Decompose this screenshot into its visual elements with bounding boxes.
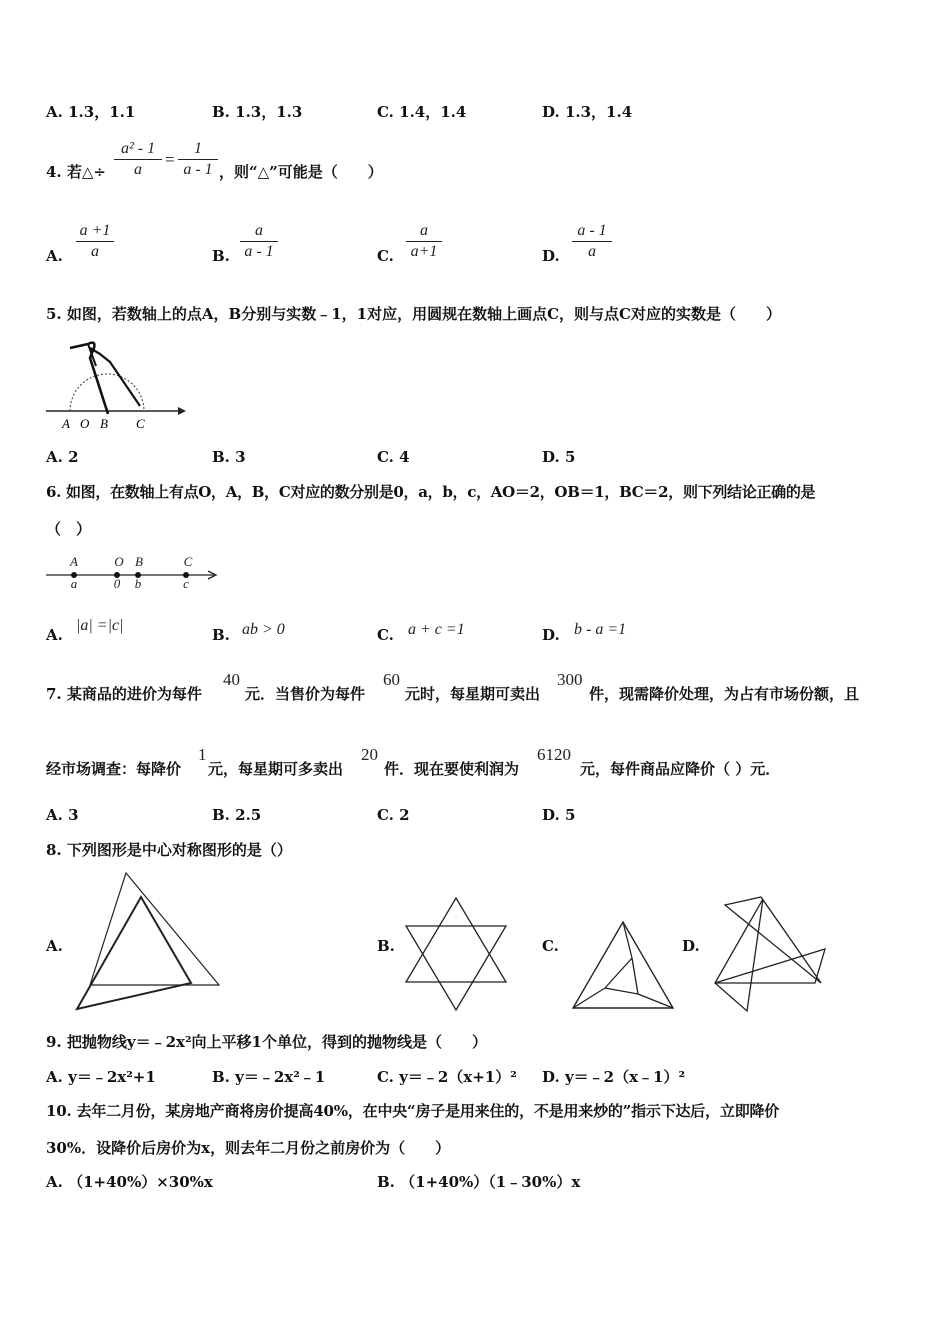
q6-label-o: O xyxy=(114,554,124,569)
q3-option-c[interactable]: C. 1.4，1.4 xyxy=(377,103,467,121)
q4-option-c-letter[interactable]: C. xyxy=(377,247,394,265)
q6-option-d-letter[interactable]: D. xyxy=(542,626,560,644)
q6-label-b: B xyxy=(135,554,143,569)
q10-question-line2: 30%．设降价后房价为x，则去年二月份之前房价为（ ） xyxy=(46,1139,451,1157)
q3-option-d[interactable]: D. 1.3，1.4 xyxy=(542,103,633,121)
q9-question-text: 9. 把抛物线y＝﹣2x²向上平移1个单位，得到的抛物线是（ ） xyxy=(46,1033,487,1051)
q8-option-b-figure[interactable] xyxy=(402,895,510,1013)
q5-option-c[interactable]: C. 4 xyxy=(377,448,410,466)
q8-option-a-letter[interactable]: A. xyxy=(46,937,63,955)
q4-option-a-letter[interactable]: A. xyxy=(46,247,63,265)
q6-question-line2: （ ） xyxy=(46,520,92,538)
q6-value-c: c xyxy=(183,576,189,591)
q7-text-part1: 7. 某商品的进价为每件 xyxy=(46,685,202,703)
q6-option-a-letter[interactable]: A. xyxy=(46,626,63,644)
q6-option-b-expr[interactable]: ab > 0 xyxy=(242,621,285,638)
q6-value-a: a xyxy=(70,576,78,591)
q4-option-d-fraction[interactable]: $\frac{a - 1}{a}$ xyxy=(572,221,612,262)
q6-label-c: C xyxy=(183,554,193,569)
q7-text-part7: 件．现在要使利润为 xyxy=(384,760,520,778)
q4-option-d-letter[interactable]: D. xyxy=(542,247,560,265)
q4-prefix: 4. 若△÷ xyxy=(46,163,106,181)
q7-text-part5: 经市场调查：每降价 xyxy=(46,760,182,778)
q6-value-0: 0 xyxy=(113,576,121,591)
q5-question-text: 5. 如图，若数轴上的点A，B分别与实数﹣1，1对应，用圆规在数轴上画点C，则与点C对应的实数是（ ） xyxy=(46,305,781,323)
q7-option-d[interactable]: D. 5 xyxy=(542,806,576,824)
q7-text-part3: 元时，每星期可卖出 xyxy=(405,685,541,703)
q6-option-d-expr[interactable]: b - a =1 xyxy=(574,621,627,638)
q9-option-b[interactable]: B. y＝﹣2x²﹣1 xyxy=(212,1068,326,1086)
q7-value-price: 60 xyxy=(383,670,400,689)
q7-text-part6: 元，每星期可多卖出 xyxy=(208,760,344,778)
q4-option-b-fraction[interactable]: $\frac{a}{a - 1}$ xyxy=(240,221,278,262)
q10-question-line1: 10. 去年二月份，某房地产商将房价提高40%，在中央“房子是用来住的，不是用来炒的”指示下达后，立即降价 xyxy=(46,1102,780,1120)
q7-text-part8: 元，每件商品应降价（ ）元． xyxy=(580,760,781,778)
q8-option-d-figure[interactable] xyxy=(705,893,831,1015)
q5-compass-figure xyxy=(40,336,190,436)
q9-option-a[interactable]: A. y＝﹣2x²+1 xyxy=(46,1068,156,1086)
q7-value-extra: 20 xyxy=(361,745,378,764)
q8-option-c-figure[interactable] xyxy=(570,920,676,1012)
q5-option-d[interactable]: D. 5 xyxy=(542,448,576,466)
q5-option-b[interactable]: B. 3 xyxy=(212,448,246,466)
q6-value-b: b xyxy=(134,576,142,591)
q3-option-b[interactable]: B. 1.3，1.3 xyxy=(212,103,303,121)
q6-question-line1: 6. 如图，在数轴上有点O，A，B，C对应的数分别是0，a，b，c，AO＝2，OB＝1，BC＝2，则下列结论正确的是 xyxy=(46,483,816,501)
q7-option-b[interactable]: B. 2.5 xyxy=(212,806,262,824)
q7-text-part4: 件，现需降价处理，为占有市场份额，且 xyxy=(589,685,860,703)
q7-value-cost: 40 xyxy=(223,670,240,689)
q9-option-c[interactable]: C. y＝﹣2（x+1）² xyxy=(377,1068,517,1086)
q6-option-c-expr[interactable]: a + c =1 xyxy=(408,621,465,638)
q4-suffix: ，则“△”可能是（ ） xyxy=(219,163,383,181)
q7-value-profit: 6120 xyxy=(537,745,571,764)
q5-label-o: O xyxy=(80,416,90,431)
q4-fraction-2: $\frac{1}{a - 1}$ xyxy=(178,139,218,180)
q7-value-step: 1 xyxy=(198,745,207,764)
q6-option-c-letter[interactable]: C. xyxy=(377,626,394,644)
q7-value-sales: 300 xyxy=(557,670,583,689)
q4-option-a-fraction[interactable]: $\frac{a +1}{a}$ xyxy=(76,221,114,262)
q10-option-a[interactable]: A. （1+40%）×30%x xyxy=(46,1173,213,1191)
q5-label-a: A xyxy=(62,416,70,431)
q9-option-d[interactable]: D. y＝﹣2（x﹣1）² xyxy=(542,1068,686,1086)
q4-option-b-letter[interactable]: B. xyxy=(212,247,230,265)
q3-option-a[interactable]: A. 1.3，1.1 xyxy=(46,103,136,121)
q4-equals: = xyxy=(165,150,175,169)
q6-label-a: A xyxy=(70,554,78,569)
q4-fraction-1: $\frac{\text{a² - 1}}{a}$ xyxy=(114,139,162,180)
q7-text-part2: 元．当售价为每件 xyxy=(245,685,366,703)
q10-option-b[interactable]: B. （1+40%）（1﹣30%）x xyxy=(377,1173,581,1191)
q5-option-a[interactable]: A. 2 xyxy=(46,448,79,466)
q8-option-b-letter[interactable]: B. xyxy=(377,937,395,955)
q4-option-c-fraction[interactable]: $\frac{a}{a+1}$ xyxy=(406,221,442,262)
q8-option-c-letter[interactable]: C. xyxy=(542,937,559,955)
q8-option-d-letter[interactable]: D. xyxy=(682,937,700,955)
q6-option-a-expr[interactable]: |a| =|c| xyxy=(76,617,124,634)
q6-option-b-letter[interactable]: B. xyxy=(212,626,230,644)
q8-question-text: 8. 下列图形是中心对称图形的是（） xyxy=(46,841,292,859)
q8-option-a-figure[interactable] xyxy=(72,870,224,1012)
q6-number-line-figure xyxy=(42,552,222,592)
q7-option-a[interactable]: A. 3 xyxy=(46,806,79,824)
q7-option-c[interactable]: C. 2 xyxy=(377,806,410,824)
q5-label-c: C xyxy=(136,416,145,431)
q5-label-b: B xyxy=(100,416,108,431)
